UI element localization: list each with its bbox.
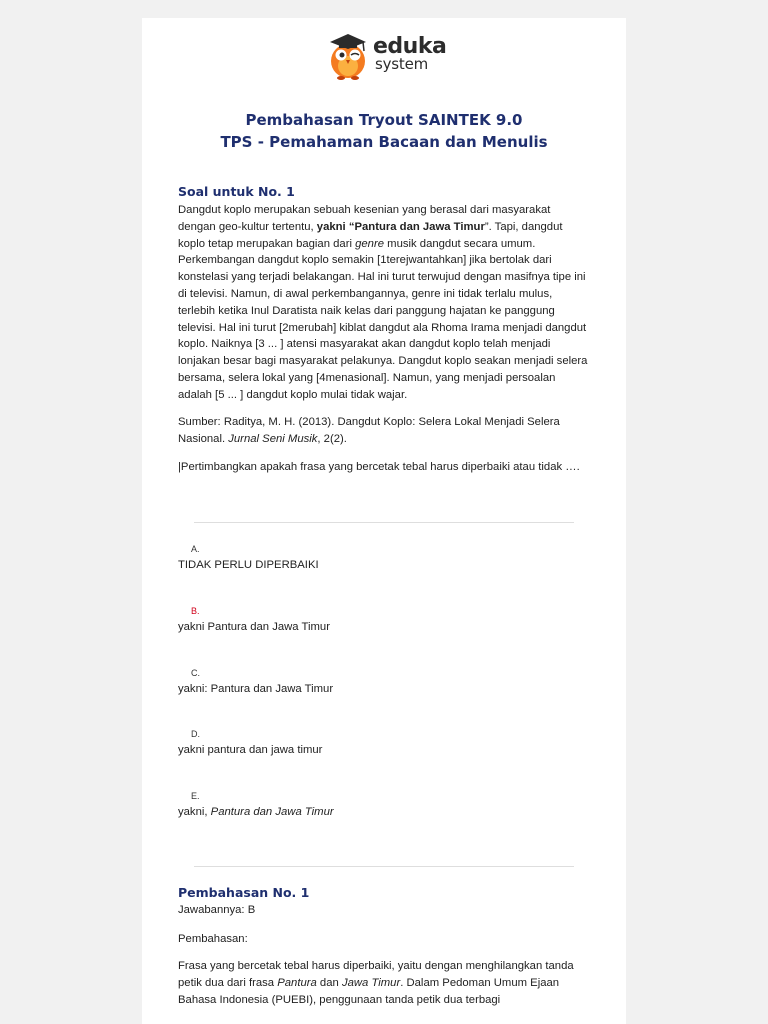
owl-mascot-icon <box>327 30 369 80</box>
document-page <box>142 18 626 1024</box>
page-title-line1: Pembahasan Tryout SAINTEK 9.0 <box>245 111 523 129</box>
answer-text: Jawabannya: B <box>178 904 256 916</box>
passage-source: Sumber: Raditya, M. H. (2013). Dangdut Koplo: Selera Lokal Menjadi Selera Nasional. Jurnal Seni Musik, 2(2). <box>178 416 560 445</box>
logo-wordmark: eduka <box>373 34 447 59</box>
option-d-letter: D. <box>191 729 200 739</box>
option-a-letter: A. <box>191 544 200 554</box>
question-prompt: |Pertimbangkan apakah frasa yang bercetak tebal harus diperbaiki atau tidak …. <box>178 461 580 473</box>
option-e-letter: E. <box>191 791 200 801</box>
option-a-text[interactable]: TIDAK PERLU DIPERBAIKI <box>178 559 319 571</box>
discussion-label: Pembahasan: <box>178 933 248 945</box>
discussion-paragraph: Frasa yang bercetak tebal harus diperbaiki, yaitu dengan menghilangkan tanda petik dua dari frasa Pantura dan Jawa Timur. Dalam Pedoman Umum Ejaan Bahasa Indonesia (PUEBI), penggunaan tanda petik dua terbagi <box>178 960 574 1006</box>
option-e-text[interactable]: yakni, Pantura dan Jawa Timur <box>178 806 334 818</box>
page-title-line2: TPS - Pemahaman Bacaan dan Menulis <box>220 133 548 151</box>
option-c-text[interactable]: yakni: Pantura dan Jawa Timur <box>178 683 334 695</box>
option-d-text[interactable]: yakni pantura dan jawa timur <box>178 744 323 756</box>
divider <box>194 866 574 867</box>
question-passage: Dangdut koplo merupakan sebuah kesenian yang berasal dari masyarakat dengan geo-kultur tertentu, yakni “Pantura dan Jawa Timur”. Tapi, dangdut koplo tetap merupakan bagian dari genre musik dangdut secara umum. Perkembangan dangdut koplo semakin [1terejwantahkan] jika bertolak dari konstelasi yang terjadi belakangan. Hal ini turut terwujud dengan masifnya tipe ini di televisi. Namun, di awal perkembangannya, genre ini tidak terlalu mulus, terlebih ketika Inul Daratista naik kelas dari panggung hajatan ke panggung televisi. Hal ini turut [2merubah] kiblat dangdut ala Rhoma Irama menjadi dangdut koplo. Naiknya [3 ... ] atensi masyarakat akan dangdut koplo telah menjadi lonjakan besar bagi masyarakat pelakunya. Dangdut koplo seakan menjadi selera bersama, selera lokal yang [4menasional]. Namun, yang menjadi persoalan adalah [5 ... ] dangdut koplo mulai tidak wajar. <box>178 204 588 401</box>
question-heading: Soal untuk No. 1 <box>178 184 295 199</box>
option-b-text[interactable]: yakni Pantura dan Jawa Timur <box>178 621 330 633</box>
discussion-heading: Pembahasan No. 1 <box>178 885 310 900</box>
bold-phrase: yakni “Pantura dan Jawa Timur <box>316 220 485 233</box>
option-b-letter: B. <box>191 606 200 616</box>
logo-subtitle: system <box>375 55 429 73</box>
option-c-letter: C. <box>191 668 200 678</box>
divider <box>194 522 574 523</box>
eduka-system-logo <box>327 30 447 88</box>
